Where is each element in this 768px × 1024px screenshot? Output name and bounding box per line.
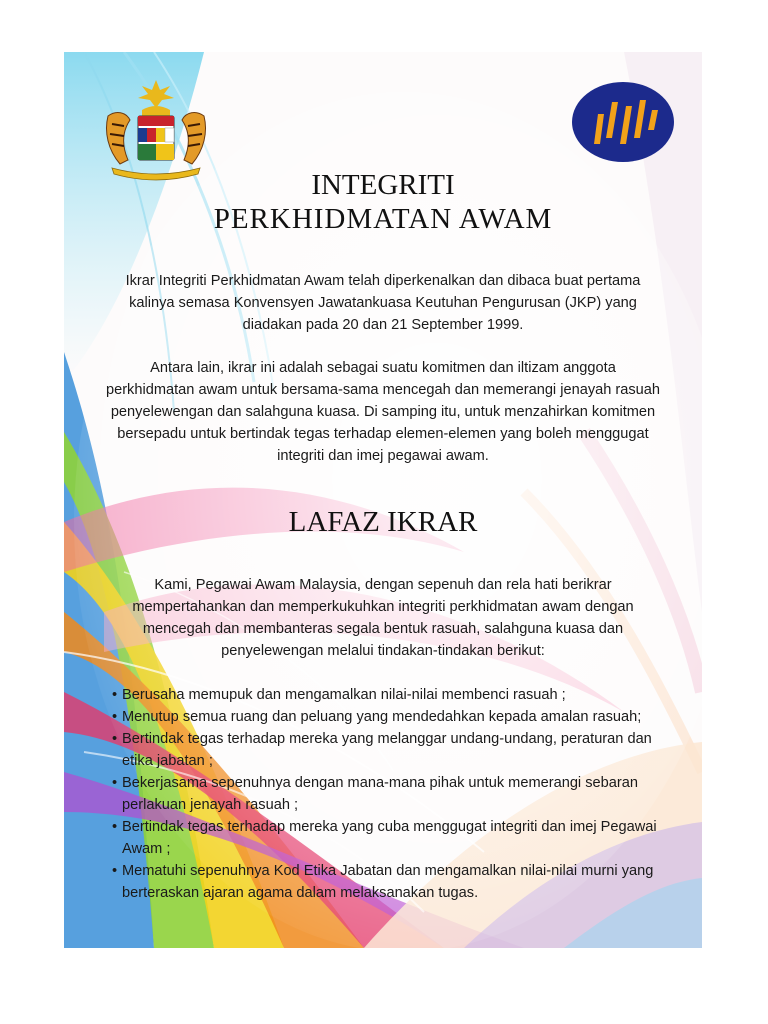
pledge-item: • Bertindak tegas terhadap mereka yang cuba menggugat integriti dan imej Pegawai Awam ; [112, 816, 682, 860]
pledge-heading: LAFAZ IKRAR [288, 506, 478, 538]
pledge-item: • Mematuhi sepenuhnya Kod Etika Jabatan dan mengamalkan nilai-nilai murni yang berteraskan ajaran agama dalam melaksanakan tugas. [112, 860, 682, 904]
poster [64, 52, 702, 948]
title-line-1: INTEGRITI [311, 169, 455, 201]
pledge-item: • Berusaha memupuk dan mengamalkan nilai-nilai membenci rasuah ; [112, 684, 682, 706]
public-service-logo-icon [570, 80, 676, 164]
intro-paragraph-1: Ikrar Integriti Perkhidmatan Awam telah diperkenalkan dan dibaca buat pertama kalinya semasa Konvensyen Jawatankuasa Keutuhan Pengurusan (JKP) yang diadakan pada 20 dan 21 September 1999. [125, 273, 641, 333]
pledge-item: • Bekerjasama sepenuhnya dengan mana-mana pihak untuk memerangi sebaran perlakuan jenayah rasuah ; [112, 772, 682, 816]
title-line-2: PERKHIDMATAN AWAM [213, 203, 553, 235]
pledge-item: • Bertindak tegas terhadap mereka yang melanggar undang-undang, peraturan dan etika jabatan ; [112, 728, 682, 772]
pledge-item: • Menutup semua ruang dan peluang yang mendedahkan kepada amalan rasuah; [112, 706, 682, 728]
pledge-list [112, 684, 682, 904]
intro-paragraph-2: Antara lain, ikrar ini adalah sebagai suatu komitmen dan iltizam anggota perkhidmatan awam untuk bersama-sama mencegah dan memerangi jenayah rasuah penyelewengan dan salahguna kuasa. Di samping itu, untuk menzahirkan komitmen bersepadu untuk bertindak tegas terhadap elemen-elemen yang boleh menggugat integriti dan imej pegawai awam. [105, 360, 661, 464]
pledge-preamble: Kami, Pegawai Awam Malaysia, dengan sepenuh dan rela hati berikrar mempertahankan dan memperkukuhkan integriti perkhidmatan awam dengan mencegah dan membanteras segala bentuk rasuah, salahguna kuasa dan penyelewengan melalui tindakan-tindakan berikut: [132, 577, 634, 659]
